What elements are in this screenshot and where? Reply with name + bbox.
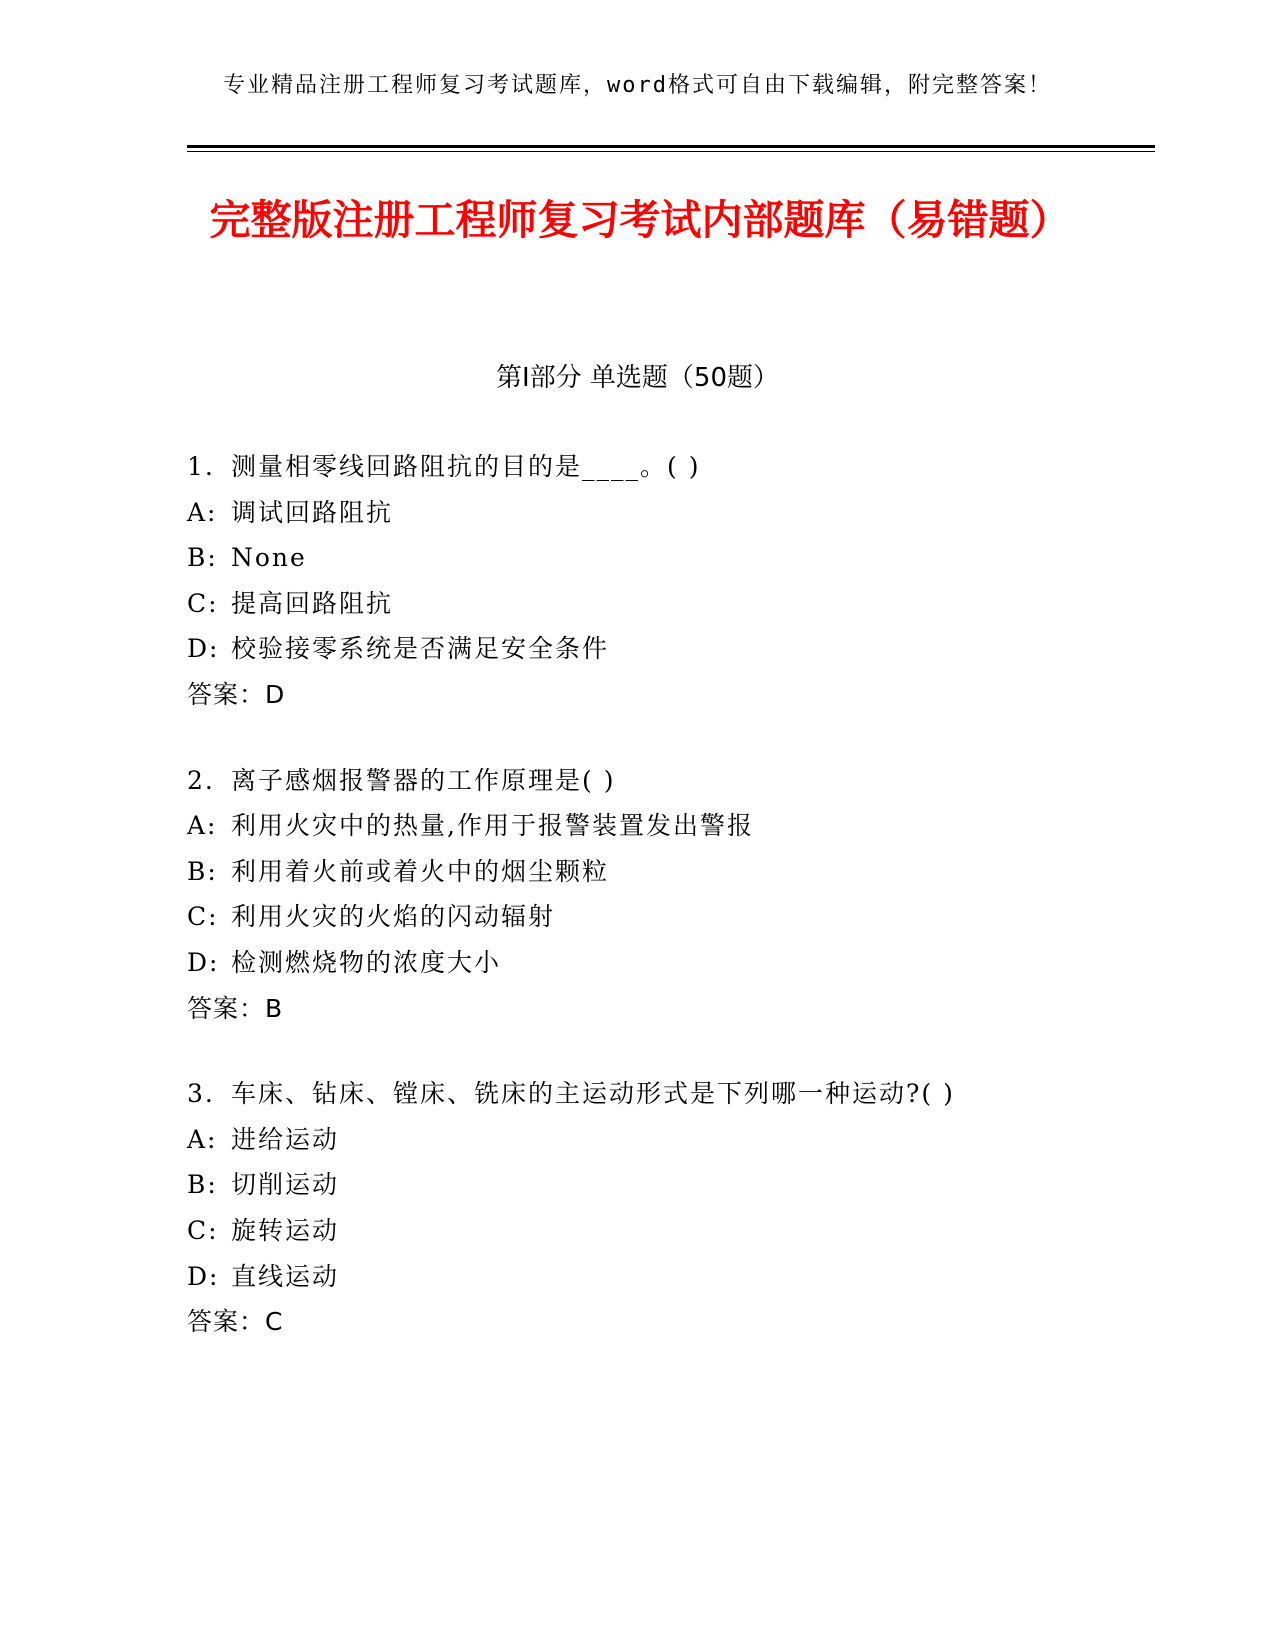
option-text: 检测燃烧物的浓度大小 (231, 947, 502, 977)
section-title: 第Ⅰ部分 单选题（50题） (495, 363, 780, 393)
question-stem (187, 1071, 1147, 1117)
question-number: 3. (187, 1079, 215, 1109)
option-text: 校验接零系统是否满足安全条件 (231, 634, 610, 664)
option-d (187, 1254, 1147, 1300)
option-key: C: (187, 902, 219, 932)
option-a (187, 490, 1147, 536)
option-text: 直线运动 (231, 1261, 340, 1291)
question-text: 离子感烟报警器的工作原理是( ) (231, 765, 616, 795)
option-text: 进给运动 (231, 1124, 340, 1154)
option-d (187, 626, 1147, 672)
option-key: D: (187, 947, 220, 977)
option-text: 提高回路阻抗 (231, 588, 394, 618)
option-c (187, 581, 1147, 627)
question-stem (187, 444, 1147, 490)
option-key: A: (187, 1124, 218, 1154)
option-b (187, 849, 1147, 895)
question-list (187, 444, 1147, 1385)
question-number: 1. (187, 452, 215, 481)
question-1 (187, 444, 1147, 718)
option-key: D: (187, 1261, 220, 1291)
option-key: C: (187, 1215, 219, 1245)
option-text: 利用火灾中的热量,作用于报警装置发出警报 (231, 811, 754, 841)
option-text: 利用火灾的火焰的闪动辐射 (231, 902, 556, 932)
page-header: 专业精品注册工程师复习考试题库，word格式可自由下载编辑，附完整答案！ (223, 73, 1052, 98)
answer: 答案：D (187, 679, 286, 709)
option-key: B: (187, 856, 218, 886)
option-text: 利用着火前或着火中的烟尘颗粒 (231, 856, 610, 886)
option-key: A: (187, 497, 218, 527)
option-a (187, 1117, 1147, 1163)
option-text: 调试回路阻抗 (231, 497, 394, 527)
answer: 答案：B (187, 993, 284, 1023)
question-stem (187, 758, 1147, 804)
option-d (187, 940, 1147, 986)
question-number: 2. (187, 765, 215, 795)
option-key: C: (187, 588, 219, 618)
option-c (187, 894, 1147, 940)
option-c (187, 1208, 1147, 1254)
option-key: B: (187, 1170, 218, 1200)
option-b (187, 1162, 1147, 1208)
question-text: 测量相零线回路阻抗的目的是____。( ) (231, 452, 701, 481)
option-text: None (231, 543, 307, 573)
header-rule (187, 145, 1155, 148)
option-key: B: (187, 543, 218, 573)
option-text: 切削运动 (231, 1170, 340, 1200)
question-text: 车床、钻床、镗床、铣床的主运动形式是下列哪一种运动?( ) (231, 1079, 955, 1109)
header-rule-thin (187, 151, 1155, 152)
document-title: 完整版注册工程师复习考试内部题库（易错题） (209, 196, 1071, 244)
option-key: A: (187, 811, 218, 841)
option-text: 旋转运动 (231, 1215, 340, 1245)
option-key: D: (187, 634, 220, 664)
option-a (187, 803, 1147, 849)
question-3 (187, 1071, 1147, 1345)
answer: 答案：C (187, 1307, 284, 1337)
question-2 (187, 758, 1147, 1032)
option-b (187, 535, 1147, 581)
